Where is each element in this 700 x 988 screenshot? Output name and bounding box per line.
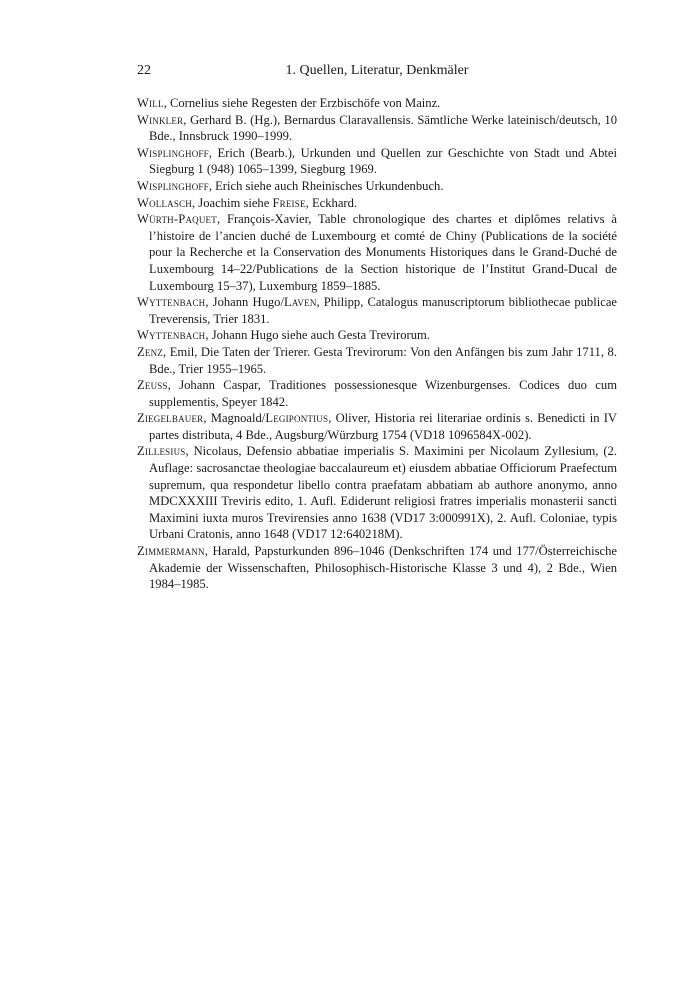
entry-author: Zimmermann <box>137 544 205 559</box>
bibliography-entry <box>137 112 617 145</box>
entry-separator: , <box>208 145 218 160</box>
bibliography-entry <box>137 443 617 543</box>
entry-separator: , <box>208 178 216 193</box>
entry-author: Winkler <box>137 112 184 127</box>
page-number: 22 <box>137 63 151 78</box>
entry-separator: , Magnoald/ <box>203 411 266 426</box>
bibliography-entry <box>137 543 617 593</box>
entry-separator: , <box>163 96 170 110</box>
bibliography-entry <box>137 195 617 212</box>
running-head <box>137 60 617 82</box>
entry-coauthor: Legipontius <box>265 411 329 426</box>
entry-author: Wisplinghoff <box>137 178 209 193</box>
entry-separator: , <box>205 328 212 343</box>
bibliography-entry <box>137 294 617 327</box>
entry-text: Erich siehe auch Rheinisches Urkundenbuch. <box>215 178 444 193</box>
entry-text: Nicolaus, Defensio abbatiae imperialis S. Maximini per Nicolaum Zyllesium, (2. Auflage: sacrosanctae theologiae baccalaureum et) eiusdem abbatiae Officiorum Praefectum supremum, qua respondetur libello contra praefatam abbatiam ab authore anonymo, anno MDCXXXIII Treviris edito, 1. Aufl. Ediderunt religiosi fratres imperialis monasterii sancti Maximini iuxta muros Trevirensies anno 1638 (VD17 3:000991X), 2. Aufl. Coloniae, typis Urbani Cratonis, anno 1648 (VD17 12:640218M). <box>149 444 618 542</box>
entry-author: Zenz <box>137 344 163 359</box>
entry-text: Cornelius siehe Regesten der Erzbischöfe von Mainz. <box>169 96 441 110</box>
entry-text: Johann Hugo siehe auch Gesta Trevirorum. <box>211 328 430 343</box>
bibliography-entry <box>137 327 617 344</box>
entry-separator: , <box>167 378 180 393</box>
entry-text: François-Xavier, Table chronologique des chartes et diplômes relativs à l’histoire de l’ancien duché de Luxembourg et comté de Chiny (Publications de la société pour la Recherche et la Conservation des Monuments Historiques dans le Grand-Duché de Luxembourg 14–22/Publications de la Section historique de l’Institut Grand-Ducal de Luxembourg 15–37), Luxemburg 1859–1885. <box>149 212 617 293</box>
entry-author: Will <box>137 96 164 110</box>
entry-author: Zeuss <box>137 378 168 393</box>
bibliography-entry <box>137 410 617 443</box>
entry-author: Zillesius <box>137 444 186 459</box>
entry-separator: , Joachim siehe <box>192 195 273 210</box>
entry-separator: , <box>204 544 213 559</box>
entry-coauthor: Laven <box>283 295 317 310</box>
section-title: 1. Quellen, Literatur, Denkmäler <box>285 63 469 78</box>
bibliography-entry <box>137 178 617 195</box>
entry-author: Wisplinghoff <box>137 145 209 160</box>
bibliography-entry <box>137 145 617 178</box>
document-page <box>137 60 617 593</box>
entry-text: Johann Caspar, Traditiones possessionesque Wizenburgenses. Codices duo cum supplementis, Speyer 1842. <box>149 378 617 409</box>
entry-text: Gerhard B. (Hg.), Bernardus Claravallensis. Sämtliche Werke lateinisch/deutsch, 10 Bde., Innsbruck 1990–1999. <box>149 112 617 144</box>
entry-separator: , <box>185 444 194 459</box>
bibliography-entry <box>137 344 617 377</box>
bibliography-entry <box>137 377 617 410</box>
entry-text: , Eckhard. <box>305 195 358 210</box>
entry-separator: , <box>163 344 170 359</box>
entry-coauthor: Freise <box>272 195 306 210</box>
entry-text: , Oliver, Historia rei literariae ordinis s. Benedicti in IV partes distributa, 4 Bde., Augsburg/Würzburg 1754 (VD18 1096584X-002). <box>149 411 617 442</box>
entry-author: Wollasch <box>137 195 192 210</box>
entry-author: Wyttenbach <box>137 295 206 310</box>
bibliography-entry <box>137 211 617 294</box>
bibliography-entry <box>137 95 617 112</box>
entry-author: Wyttenbach <box>137 328 206 343</box>
entry-author: Würth-Paquet <box>137 212 217 227</box>
entry-text: Erich (Bearb.), Urkunden und Quellen zur Geschichte von Stadt und Abtei Siegburg 1 (948) 1065–1399, Siegburg 1969. <box>149 145 617 177</box>
entry-text: Emil, Die Taten der Trierer. Gesta Trevirorum: Von den Anfängen bis zum Jahr 1711, 8. Bde., Trier 1955–1965. <box>149 344 618 376</box>
entry-separator: , <box>183 112 191 127</box>
entry-author: Ziegelbauer <box>137 411 204 426</box>
entry-separator: , <box>216 212 227 227</box>
entry-separator: , Johann Hugo/ <box>205 295 284 310</box>
entry-text: Harald, Papsturkunden 896–1046 (Denkschriften 174 und 177/Österreichische Akademie der Wissenschaften, Philosophisch-Historische Klasse 3 und 4), 2 Bde., Wien 1984–1985. <box>149 544 618 592</box>
bibliography-list <box>137 95 617 593</box>
entry-text: , Philipp, Catalogus manuscriptorum bibliothecae publicae Treverensis, Trier 1831. <box>149 295 618 326</box>
